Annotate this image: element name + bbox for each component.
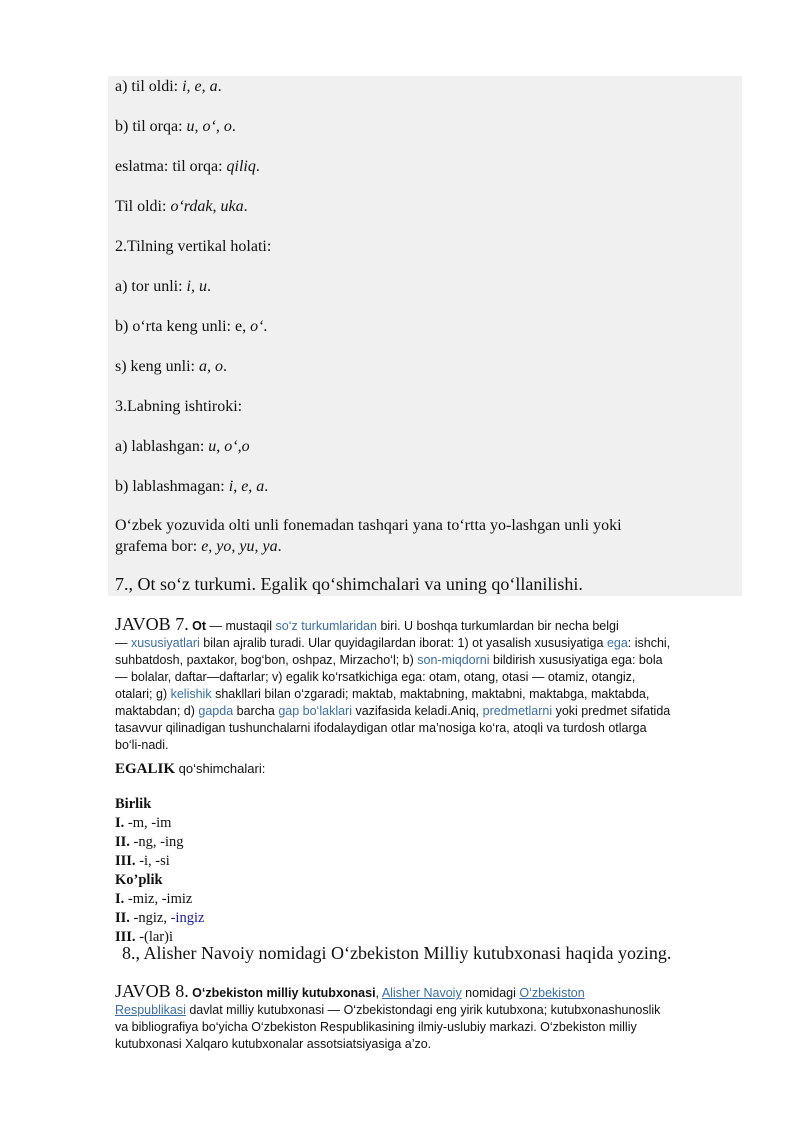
question-8: 8., Alisher Navoiy nomidagi O‘zbekiston Milliy kutubxonasi haqida yozing. <box>122 943 672 963</box>
link-predmetlarni[interactable]: predmetlarni <box>482 704 553 718</box>
labial-title: 3.Labning ishtiroki: <box>115 398 243 415</box>
vowel-back-line: b) til orqa: u, o‘, o. <box>115 118 236 135</box>
link-ozbekiston[interactable]: O‘zbekiston <box>519 986 585 1000</box>
narrow-vowel-line: a) tor unli: i, u. <box>115 278 211 295</box>
paragraph-line-1: O‘zbek yozuvida olti unli fonemadan tashqari yana to‘rtta yo-lashgan unli yoki <box>115 517 622 534</box>
nonlabial-line: b) lablashmagan: i, e, a. <box>115 478 269 495</box>
egalik-heading: EGALIK qo‘shimchalari: <box>115 761 266 777</box>
link-soz-turkumlari[interactable]: so‘z turkumlaridan <box>275 619 377 633</box>
front-example-line: Til oldi: o‘rdak, uka. <box>115 198 248 215</box>
link-alisher-navoiy[interactable]: Alisher Navoiy <box>381 986 462 1000</box>
vowel-front-line: a) til oldi: i, e, a. <box>115 78 222 95</box>
wide-vowel-line: s) keng unli: a, o. <box>115 358 227 375</box>
link-gapda[interactable]: gapda <box>198 704 234 718</box>
labial-line: a) lablashgan: u, o‘,o <box>115 438 250 455</box>
answer-7: JAVOB 7. Ot — mustaqil so‘z turkumlaridan biri. U boshqa turkumlardan bir necha belgi — xususiyatlari bilan ajralib turadi. Ular quyidagilardan iborat: 1) ot yasalish xususiyatiga ega: ishchi, suhbatdosh, paxtakor, bog‘bon, oshpaz, Mirzacho‘l; b) son-miqdorni bildirish xususiyatiga ega: bola — bolalar, daftar—daftarlar; v) egalik ko‘rsatkichiga ega: otam, otang, otasi — otamiz, otangiz, otalari; g) kelishik shakllari bilan o‘zgaradi; maktab, maktabning, maktabni, maktabga, maktabda, maktabdan; d) gapda barcha gap bo‘laklari vazifasida keladi.Aniq, predmetlarni yoki predmet sifatida tasavvur qilinadigan tushunchalarni ifodalaydigan otlar ma’nosiga ko‘ra, atoqli va turdosh otlarga bo‘li-nadi. <box>115 614 671 752</box>
question-7: 7., Ot so‘z turkumi. Egalik qo‘shimchalari va uning qo‘llanilishi. <box>115 574 583 594</box>
suffix-list: Birlik I. -m, -im II. -ng, -ing III. -i, -si Ko’plik I. -miz, -imiz II. -ngiz, -ingiz III. -(lar)i <box>115 796 205 945</box>
link-kelishik[interactable]: kelishik <box>170 687 212 701</box>
link-ega[interactable]: ega <box>606 636 628 650</box>
link-son-miqdor[interactable]: son-miqdorni <box>417 653 490 667</box>
paragraph-line-2: grafema bor: e, yo, yu, ya. <box>115 538 282 555</box>
mid-vowel-line: b) o‘rta keng unli: e, o‘. <box>115 318 268 335</box>
answer-8: JAVOB 8. O‘zbekiston milliy kutubxonasi, Alisher Navoiy nomidagi O‘zbekiston Respublikasi davlat milliy kutubxonasi — O‘zbekistondagi eng yirik kutubxona; kutubxonashunoslik va bibliografiya bo‘yicha O‘zbekiston Respublikasining ilmiy-uslubiy markazi. O‘zbekiston milliy kutubxonasi Xalqaro kutubxonalar assotsiatsiyasiga a’zo. <box>115 981 661 1051</box>
note-line: eslatma: til orqa: qiliq. <box>115 158 260 175</box>
link-gap-bolaklari[interactable]: gap bo‘laklari <box>278 704 352 718</box>
link-xususiyatlari[interactable]: xususiyatlari <box>130 636 200 650</box>
link-respublikasi[interactable]: Respublikasi <box>115 1003 186 1017</box>
vertical-title: 2.Tilning vertikal holati: <box>115 238 272 255</box>
